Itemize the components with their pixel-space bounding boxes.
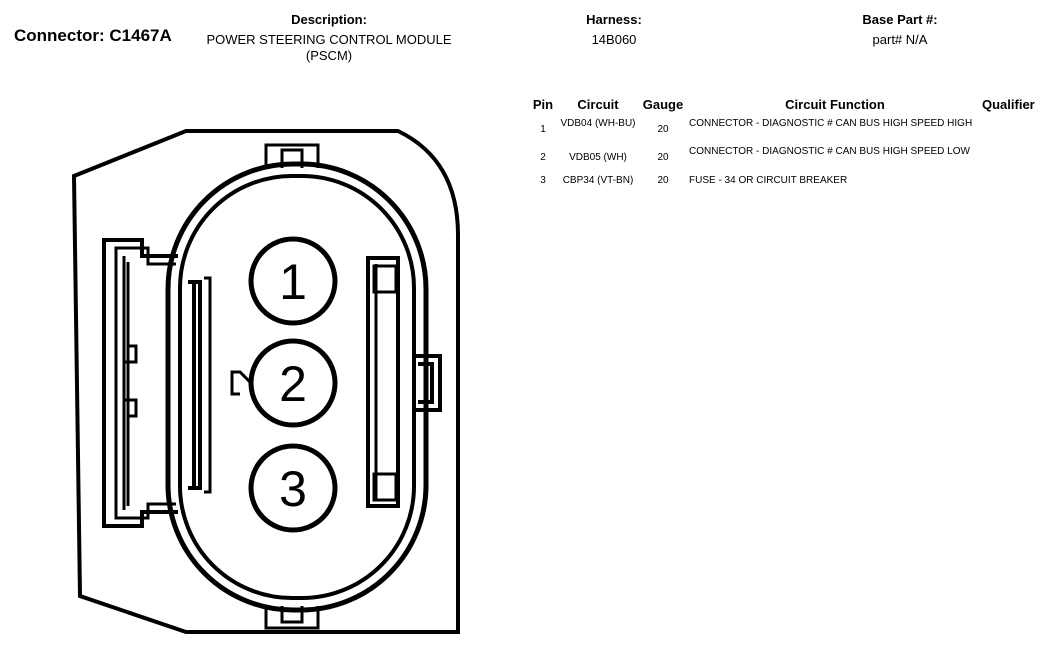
column-header-circuit: Circuit xyxy=(577,97,619,112)
base-part-label: Base Part #: xyxy=(862,12,938,27)
table-row-pin: 3 xyxy=(540,175,546,186)
pin-2-key-mark xyxy=(232,372,252,394)
connector-face-diagram xyxy=(60,120,470,640)
table-row-function: FUSE - 34 OR CIRCUIT BREAKER xyxy=(689,175,848,186)
base-part-value: part# N/A xyxy=(872,32,928,47)
table-row-function: CONNECTOR - DIAGNOSTIC # CAN BUS HIGH SPEED LOW xyxy=(689,146,970,157)
description-label: Description: xyxy=(291,12,367,27)
description-value: POWER STEERING CONTROL MODULE (PSCM) xyxy=(206,32,452,63)
table-row-circuit: VDB05 (WH) xyxy=(569,152,627,163)
connector-title: Connector: C1467A xyxy=(14,26,172,45)
right-side-bar xyxy=(368,258,398,506)
table-row-gauge: 20 xyxy=(657,175,669,186)
pin-3-label: 3 xyxy=(279,461,307,517)
table-row-circuit: CBP34 (VT-BN) xyxy=(562,175,634,186)
table-row-circuit: VDB04 (WH-BU) xyxy=(560,118,636,129)
table-row-gauge: 20 xyxy=(657,124,669,135)
column-header-pin: Pin xyxy=(532,97,554,112)
pin-2-label: 2 xyxy=(279,356,307,412)
table-row-pin: 2 xyxy=(540,152,546,163)
pin-1-label: 1 xyxy=(279,254,307,310)
left-inner-slot xyxy=(188,282,200,488)
harness-value: 14B060 xyxy=(591,32,637,47)
column-header-function: Circuit Function xyxy=(785,97,885,112)
column-header-qualifier: Qualifier xyxy=(982,97,1035,112)
table-row-function: CONNECTOR - DIAGNOSTIC # CAN BUS HIGH SPEED HIGH xyxy=(689,118,973,129)
table-row-pin: 1 xyxy=(540,124,546,135)
column-header-gauge: Gauge xyxy=(642,97,684,112)
table-row-gauge: 20 xyxy=(657,152,669,163)
harness-label: Harness: xyxy=(586,12,642,27)
